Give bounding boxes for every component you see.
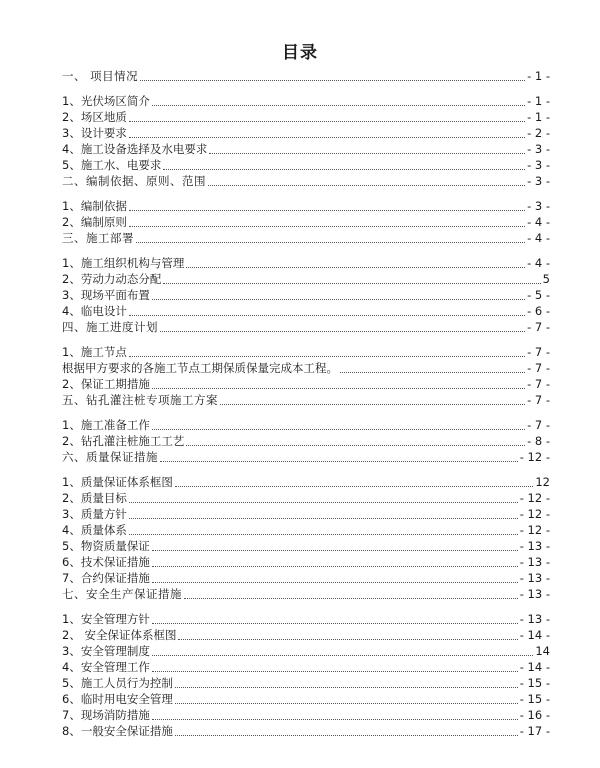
toc-entry-label: 2、质量目标 bbox=[62, 491, 127, 505]
toc-leader-dots bbox=[175, 734, 518, 736]
toc-entry[interactable] bbox=[62, 707, 550, 723]
toc-entry-page: - 7 - bbox=[527, 418, 550, 432]
toc-leader-dots bbox=[152, 622, 518, 624]
toc-entry-label: 5、物资质量保证 bbox=[62, 539, 150, 553]
toc-leader-dots bbox=[160, 330, 525, 332]
toc-entry[interactable] bbox=[62, 449, 550, 465]
toc-leader-dots bbox=[152, 428, 525, 430]
toc-entry-label: 1、施工组织机构与管理 bbox=[62, 256, 185, 270]
toc-entry[interactable] bbox=[62, 433, 550, 449]
toc-entry[interactable] bbox=[62, 287, 550, 303]
toc-entry[interactable] bbox=[62, 691, 550, 707]
toc-leader-dots bbox=[129, 533, 518, 535]
toc-entry[interactable] bbox=[62, 474, 550, 490]
toc-entry-label: 3、质量方针 bbox=[62, 507, 127, 521]
toc-entry-label: 1、质量保证体系框图 bbox=[62, 475, 173, 489]
toc-entry-page: - 3 - bbox=[527, 174, 550, 188]
toc-entry[interactable] bbox=[62, 376, 550, 392]
toc-leader-dots bbox=[340, 371, 525, 373]
toc-entry-label: 七、安全生产保证措施 bbox=[62, 587, 182, 601]
toc-entry-page: - 12 - bbox=[519, 523, 550, 537]
toc-entry[interactable] bbox=[62, 506, 550, 522]
toc-entry[interactable] bbox=[62, 417, 550, 433]
toc-entry-label: 2、保证工期措施 bbox=[62, 377, 150, 391]
toc-entry-label: 5、施工水、电要求 bbox=[62, 158, 162, 172]
toc-entry-label: 1、安全管理方针 bbox=[62, 612, 150, 626]
toc-leader-dots bbox=[152, 104, 525, 106]
toc-entry-label: 5、施工人员行为控制 bbox=[62, 676, 173, 690]
toc-leader-dots bbox=[152, 718, 518, 720]
toc-entry[interactable] bbox=[62, 303, 550, 319]
toc-entry[interactable] bbox=[62, 554, 550, 570]
toc-entry[interactable] bbox=[62, 198, 550, 214]
toc-leader-dots bbox=[186, 444, 525, 446]
toc-leader-dots bbox=[152, 581, 518, 583]
toc-entry-label: 3、设计要求 bbox=[62, 126, 127, 140]
toc-entry-label: 三、施工部署 bbox=[62, 231, 134, 245]
toc-entry-page: - 3 - bbox=[527, 158, 550, 172]
toc-entry-page: - 4 - bbox=[527, 256, 550, 270]
toc-entry-page: - 8 - bbox=[527, 434, 550, 448]
toc-entry-page: - 13 - bbox=[519, 539, 550, 553]
toc-entry-label: 3、安全管理制度 bbox=[62, 644, 150, 658]
toc-entry-label: 五、钻孔灌注桩专项施工方案 bbox=[62, 393, 218, 407]
toc-leader-dots bbox=[152, 549, 518, 551]
toc-entry-label: 四、施工进度计划 bbox=[62, 320, 158, 334]
toc-entry-label: 根据甲方要求的各施工节点工期保质保量完成本工程。 bbox=[62, 361, 338, 375]
toc-entry-label: 6、临时用电安全管理 bbox=[62, 692, 173, 706]
toc-entry[interactable] bbox=[62, 125, 550, 141]
toc-entry[interactable] bbox=[62, 570, 550, 586]
toc-entry-label: 2、劳动力动态分配 bbox=[62, 272, 162, 286]
toc-leader-dots bbox=[220, 403, 525, 405]
toc-entry[interactable] bbox=[62, 230, 550, 246]
toc-entry-label: 2、钻孔灌注桩施工工艺 bbox=[62, 434, 185, 448]
toc-leader-dots bbox=[175, 686, 518, 688]
toc-entry[interactable] bbox=[62, 522, 550, 538]
toc-entry-page: 12 bbox=[535, 475, 550, 489]
toc-entry-label: 2、 安全保证体系框图 bbox=[62, 628, 177, 642]
toc-entry[interactable] bbox=[62, 173, 550, 189]
toc-entry[interactable] bbox=[62, 392, 550, 408]
toc-entry-label: 1、施工准备工作 bbox=[62, 418, 150, 432]
toc-entry[interactable] bbox=[62, 319, 550, 335]
toc-entry[interactable] bbox=[62, 490, 550, 506]
toc-entry-page: - 17 - bbox=[519, 724, 550, 738]
toc-leader-dots bbox=[152, 298, 525, 300]
toc-entry-page: 5 bbox=[542, 272, 550, 286]
toc-leader-dots bbox=[152, 670, 518, 672]
toc-entry[interactable] bbox=[62, 255, 550, 271]
toc-entry[interactable] bbox=[62, 344, 550, 360]
toc-entry[interactable] bbox=[62, 538, 550, 554]
toc-leader-dots bbox=[175, 485, 534, 487]
toc-entry-label: 4、质量体系 bbox=[62, 523, 127, 537]
toc-leader-dots bbox=[129, 501, 518, 503]
toc-entry[interactable] bbox=[62, 627, 550, 643]
toc-entry-label: 7、合约保证措施 bbox=[62, 571, 150, 585]
toc-entry-page: - 12 - bbox=[519, 491, 550, 505]
toc-entry-label: 8、一般安全保证措施 bbox=[62, 724, 173, 738]
toc-entry-page: - 13 - bbox=[519, 612, 550, 626]
toc-entry-page: - 7 - bbox=[527, 377, 550, 391]
toc-entry-page: - 7 - bbox=[527, 345, 550, 359]
toc-leader-dots bbox=[208, 184, 525, 186]
toc-entry-page: - 13 - bbox=[519, 587, 550, 601]
toc-title: 目录 bbox=[282, 43, 318, 63]
toc-entry-page: - 15 - bbox=[519, 676, 550, 690]
toc-entry-page: - 4 - bbox=[527, 231, 550, 245]
toc-entry[interactable] bbox=[62, 586, 550, 602]
toc-leader-dots bbox=[129, 355, 525, 357]
toc-entry-page: - 1 - bbox=[527, 110, 550, 124]
toc-entry-label: 一、 项目情况 bbox=[62, 69, 139, 83]
toc-leader-dots bbox=[178, 638, 517, 640]
toc-entry-label: 4、施工设备选择及水电要求 bbox=[62, 142, 208, 156]
toc-leader-dots bbox=[209, 152, 525, 154]
toc-entry-label: 6、技术保证措施 bbox=[62, 555, 150, 569]
toc-entry-label: 六、质量保证措施 bbox=[62, 450, 158, 464]
toc-entry-page: - 5 - bbox=[527, 288, 550, 302]
toc-leader-dots bbox=[129, 120, 525, 122]
toc-entry[interactable] bbox=[62, 109, 550, 125]
toc-entry-page: - 1 - bbox=[527, 94, 550, 108]
toc-entry[interactable] bbox=[62, 93, 550, 109]
toc-entry-label: 2、场区地质 bbox=[62, 110, 127, 124]
toc-entry-label: 3、现场平面布置 bbox=[62, 288, 150, 302]
toc-entry[interactable] bbox=[62, 271, 550, 287]
toc-leader-dots bbox=[175, 702, 518, 704]
toc-entry-page: - 7 - bbox=[527, 393, 550, 407]
toc-leader-dots bbox=[186, 266, 525, 268]
toc-entry[interactable] bbox=[62, 675, 550, 691]
toc-leader-dots bbox=[152, 565, 518, 567]
toc-leader-dots bbox=[129, 314, 525, 316]
toc-entry-page: - 12 - bbox=[519, 450, 550, 464]
toc-leader-dots bbox=[163, 282, 540, 284]
toc-entry-page: - 7 - bbox=[527, 361, 550, 375]
toc-entry-label: 4、临电设计 bbox=[62, 304, 127, 318]
toc-leader-dots bbox=[152, 654, 534, 656]
toc-entry-label: 二、编制依据、原则、范围 bbox=[62, 174, 206, 188]
toc-entry-page: - 7 - bbox=[527, 320, 550, 334]
toc-entry[interactable] bbox=[62, 723, 550, 739]
toc-entry-page: - 3 - bbox=[527, 199, 550, 213]
toc-entry-page: - 3 - bbox=[527, 142, 550, 156]
toc-entry-page: - 13 - bbox=[519, 571, 550, 585]
toc-leader-dots bbox=[140, 79, 525, 81]
toc-entry-page: - 12 - bbox=[519, 507, 550, 521]
toc-entry[interactable] bbox=[62, 643, 550, 659]
toc-entry[interactable] bbox=[62, 214, 550, 230]
toc-leader-dots bbox=[129, 225, 525, 227]
toc-leader-dots bbox=[184, 597, 518, 599]
toc-leader-dots bbox=[163, 168, 525, 170]
toc-leader-dots bbox=[160, 460, 518, 462]
toc-entry-label: 1、光伏场区简介 bbox=[62, 94, 150, 108]
toc-entry-label: 7、现场消防措施 bbox=[62, 708, 150, 722]
toc-entry-page: - 13 - bbox=[519, 555, 550, 569]
toc-entry-page: - 14 - bbox=[519, 660, 550, 674]
toc-leader-dots bbox=[129, 517, 518, 519]
toc-entry-page: - 16 - bbox=[519, 708, 550, 722]
toc-entry-label: 4、安全管理工作 bbox=[62, 660, 150, 674]
toc-entry[interactable] bbox=[62, 659, 550, 675]
toc-entry-label: 1、施工节点 bbox=[62, 345, 127, 359]
toc-entry-page: - 4 - bbox=[527, 215, 550, 229]
toc-entry[interactable] bbox=[62, 141, 550, 157]
toc-entry[interactable] bbox=[62, 611, 550, 627]
toc-entry-page: - 6 - bbox=[527, 304, 550, 318]
toc-entry-page: - 14 - bbox=[519, 628, 550, 642]
toc-entry-label: 2、编制原则 bbox=[62, 215, 127, 229]
toc-entry-page: - 2 - bbox=[527, 126, 550, 140]
toc-leader-dots bbox=[129, 136, 525, 138]
toc-entry-page: - 15 - bbox=[519, 692, 550, 706]
toc-leader-dots bbox=[129, 209, 525, 211]
toc-leader-dots bbox=[136, 241, 525, 243]
toc-entry-label: 1、编制依据 bbox=[62, 199, 127, 213]
toc-entry-page: - 1 - bbox=[527, 69, 550, 83]
toc-entry-page: 14 bbox=[535, 644, 550, 658]
toc-entry[interactable] bbox=[62, 68, 550, 84]
toc-entry[interactable] bbox=[62, 157, 550, 173]
toc-entry[interactable] bbox=[62, 360, 550, 376]
toc-leader-dots bbox=[152, 387, 525, 389]
